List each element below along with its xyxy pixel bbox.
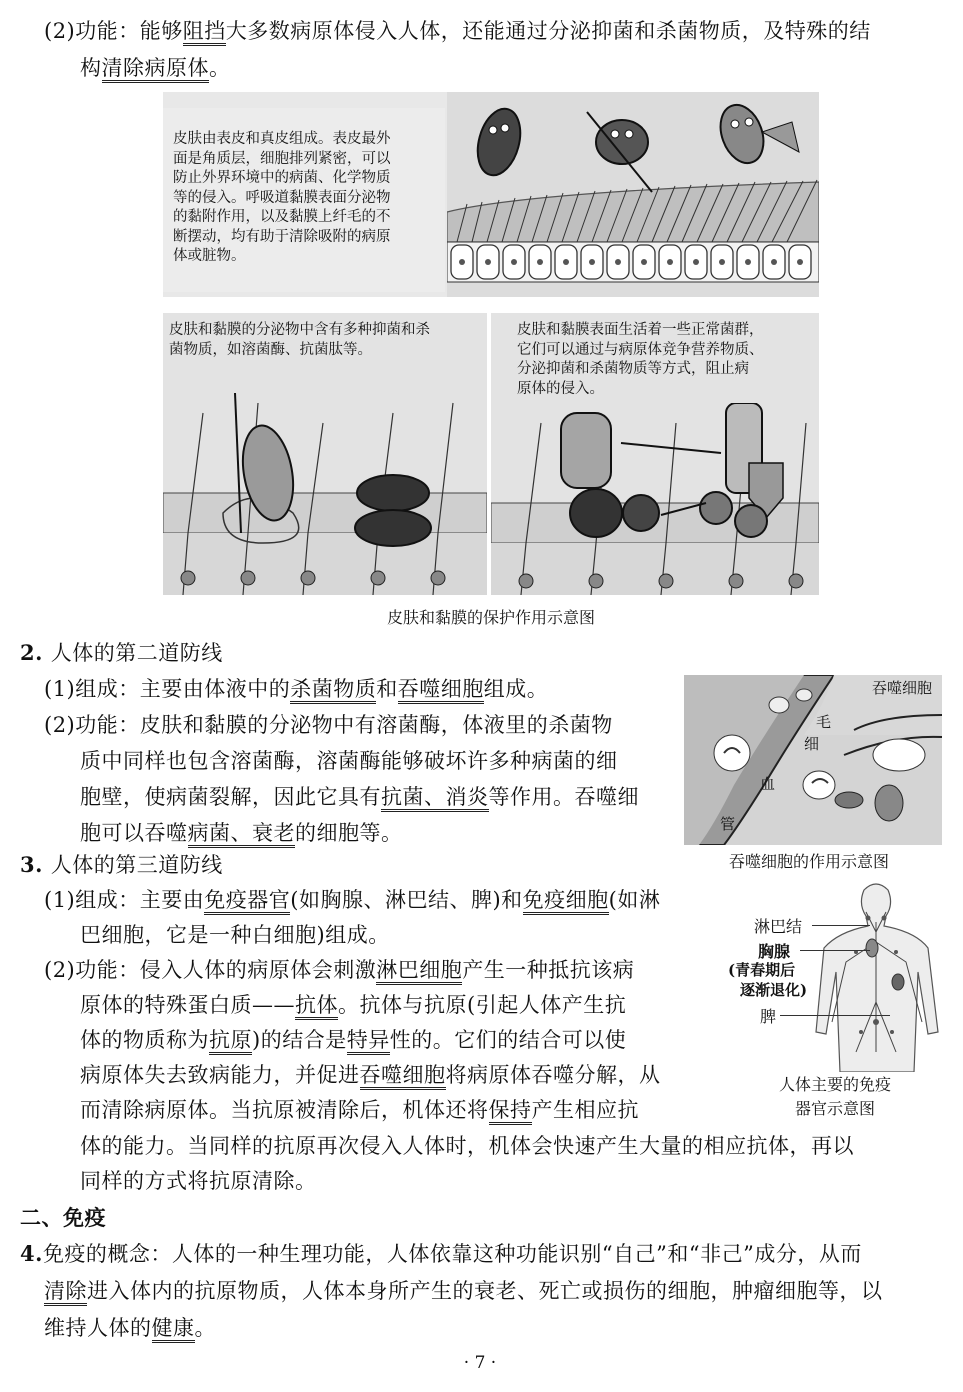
skin-mucosa-figure-top-panel <box>163 92 819 297</box>
text-span: (1)组成：主要由 <box>44 888 205 912</box>
text-span: 而清除病原体。当抗原被清除后，机体还将 <box>80 1098 489 1122</box>
text-span: 病原体失去致病能力，并促进 <box>80 1063 360 1087</box>
panel-text-line: 皮肤由表皮和真皮组成。表皮最外 <box>173 131 391 147</box>
underlined-keyword: 消炎 <box>446 785 489 812</box>
second-defense-composition <box>44 674 548 704</box>
panel-text-line: 原体的侵入。 <box>517 380 604 397</box>
item-number: 2. <box>20 640 43 665</box>
third-defense-function-6: 体的能力。当同样的抗原再次侵入人体时，机体会快速产生大量的相应抗体，再以 <box>80 1134 854 1158</box>
human-body-lymph-drawing <box>806 882 942 1072</box>
underlined-keyword: 吞噬细胞 <box>360 1063 446 1090</box>
label-lymph-node: 淋巴结 <box>754 917 803 936</box>
third-defense-function-2 <box>80 990 626 1020</box>
capillary-label-xi: 细 <box>804 735 820 753</box>
skin-mucosa-figure-bottom-right <box>491 313 819 595</box>
third-defense-function-3 <box>80 1025 626 1055</box>
text-span: 和 <box>376 677 398 701</box>
text-span: 产生相应抗 <box>531 1098 639 1122</box>
panel-text-line: 皮肤和黏膜表面生活着一些正常菌群， <box>517 322 764 338</box>
underlined-keyword: 衰老 <box>252 821 295 848</box>
text-span: 胞可以吞噬 <box>80 821 188 845</box>
figure-caption-skin-mucosa: 皮肤和黏膜的保护作用示意图 <box>386 608 595 627</box>
text-span: 体的物质称为 <box>80 1028 209 1052</box>
heading-text: 人体的第二道防线 <box>50 641 223 665</box>
second-defense-function-4 <box>80 818 403 848</box>
text-span: (1)组成：主要由体液中的 <box>44 677 291 701</box>
panel-text-line: 它们可以通过与病原体竞争营养物质、 <box>517 341 764 358</box>
panel-text-line: 菌物质，如溶菌酶、抗菌肽等。 <box>169 341 372 358</box>
third-defense-function-7: 同样的方式将抗原清除。 <box>80 1169 317 1193</box>
second-defense-function-1: (2)功能：皮肤和黏膜的分泌物中有溶菌酶，体液里的杀菌物 <box>44 713 613 737</box>
underlined-keyword: 淋巴细胞 <box>376 958 462 985</box>
panel-text-line: 分泌抑菌和杀菌物质等方式，阻止病 <box>517 361 749 377</box>
text-span: (2)功能：能够 <box>44 19 183 43</box>
underlined-keyword: 抗原 <box>209 1028 252 1055</box>
panel-text-line: 的黏附作用，以及黏膜上纤毛的不 <box>173 209 391 225</box>
text-span: 、 <box>424 785 446 812</box>
panel-right-text <box>517 321 764 399</box>
underlined-keyword: 清除 <box>44 1279 87 1306</box>
cilia-epithelium-drawing <box>447 92 819 297</box>
text-span: 大多数病原体侵入人体，还能通过分泌抑菌和杀菌物质，及特殊的结 <box>225 19 871 43</box>
underlined-keyword: 免疫器官 <box>204 888 290 915</box>
third-defense-composition-2: 巴细胞，它是一种白细胞)组成。 <box>80 923 390 947</box>
underlined-keyword: 阻挡 <box>183 19 226 46</box>
text-span: 。抗体与抗原(引起人体产生抗 <box>338 993 627 1017</box>
third-defense-function-4 <box>80 1060 661 1090</box>
text-span: 维持人体的 <box>44 1316 152 1340</box>
text-span: 将病原体吞噬分解，从 <box>445 1063 661 1087</box>
panel-top-text <box>173 130 391 267</box>
second-defense-function-3 <box>80 782 639 812</box>
panel-text-line: 等的侵入。呼吸道黏膜表面分泌物 <box>173 189 391 206</box>
immunity-concept-1 <box>20 1239 862 1269</box>
immunity-section-heading: 二、免疫 <box>20 1205 106 1230</box>
text-span: 、 <box>231 821 253 848</box>
text-span: 胞壁，使病菌裂解，因此它具有 <box>80 785 381 809</box>
immunity-concept-2 <box>44 1276 883 1306</box>
text-span: 。 <box>209 56 231 80</box>
figure-caption-immune-organs-2: 器官示意图 <box>794 1099 875 1118</box>
panel-text-line: 面是角质层，细胞排列紧密，可以 <box>173 150 391 167</box>
underlined-keyword: 杀菌物质 <box>290 677 376 704</box>
panel-text-line: 皮肤和黏膜的分泌物中含有多种抑菌和杀 <box>169 322 430 338</box>
text-span: 进入体内的抗原物质，人体本身所产生的衰老、死亡或损伤的细胞，肿瘤细胞等，以 <box>87 1279 883 1303</box>
pointer-line <box>800 950 870 951</box>
text-span: 原体的特殊蛋白质—— <box>80 993 295 1017</box>
third-defense-function-1 <box>44 955 634 985</box>
text-span: 构 <box>80 56 102 80</box>
skin-mucosa-figure-bottom-left <box>163 313 487 595</box>
lysozyme-drawing <box>163 373 487 595</box>
capillary-label-guan: 管 <box>720 815 736 833</box>
pointer-line <box>780 1015 890 1016</box>
figure-caption-immune-organs-1: 人体主要的免疫 <box>778 1075 891 1094</box>
panel-text-line: 体或脏物。 <box>173 248 246 264</box>
text-span: (如胸腺、淋巴结、脾)和 <box>290 888 523 912</box>
underlined-keyword: 清除病原体 <box>102 56 210 83</box>
third-defense-function-5 <box>80 1095 639 1125</box>
text-span: 组成。 <box>483 677 549 701</box>
underlined-keyword: 抗体 <box>295 993 338 1020</box>
panel-text-line: 防止外界环境中的病菌、化学物质 <box>173 170 391 186</box>
underlined-keyword: 吞噬细胞 <box>398 677 484 704</box>
text-span: 免疫的概念：人体的一种生理功能，人体依靠这种功能识别“自己”和“非己”成分，从而 <box>42 1242 862 1266</box>
immune-organs-figure <box>728 882 942 1074</box>
phagocyte-figure <box>684 675 942 845</box>
label-thymus-note-1: (青春期后 <box>728 961 796 979</box>
defense-line1-function <box>44 16 871 46</box>
phagocyte-label: 吞噬细胞 <box>872 679 933 697</box>
panel-text-line: 断摆动，均有助于清除吸附的病原 <box>173 228 391 245</box>
text-span: 的细胞等。 <box>295 821 403 845</box>
text-span: 等作用。吞噬细 <box>488 785 639 809</box>
panel-left-text <box>169 321 430 360</box>
text-span: 。 <box>194 1316 216 1340</box>
capillary-label-mao: 毛 <box>816 713 832 731</box>
underlined-keyword: 健康 <box>152 1316 195 1343</box>
second-defense-function-2: 质中同样也包含溶菌酶，溶菌酶能够破坏许多种病菌的细 <box>80 749 618 773</box>
immunity-concept-3 <box>44 1313 216 1343</box>
text-span: (2)功能：侵入人体的病原体会刺激 <box>44 958 377 982</box>
normal-flora-drawing <box>491 403 819 595</box>
underlined-keyword: 病菌 <box>188 821 231 848</box>
text-span: 产生一种抵抗该病 <box>462 958 635 982</box>
figure-caption-phagocyte: 吞噬细胞的作用示意图 <box>728 852 889 871</box>
third-defense-composition-1 <box>44 885 660 915</box>
defense-line1-function-cont <box>80 53 231 83</box>
text-span: 性的。它们的结合可以使 <box>389 1028 627 1052</box>
heading-text: 人体的第三道防线 <box>50 853 223 877</box>
capillary-label-xue: 血 <box>760 775 776 793</box>
underlined-keyword: 特异 <box>347 1028 390 1055</box>
label-thymus-note-2: 逐渐退化) <box>740 981 808 999</box>
underlined-keyword: 抗菌 <box>381 785 424 812</box>
underlined-keyword: 保持 <box>489 1098 532 1125</box>
second-defense-heading <box>20 638 223 668</box>
page-number: · 7 · <box>463 1353 497 1373</box>
third-defense-heading <box>20 850 223 880</box>
text-span: (如淋 <box>608 888 661 912</box>
item-number: 4. <box>20 1241 43 1266</box>
text-span: )的结合是 <box>252 1028 347 1052</box>
label-spleen: 脾 <box>760 1007 777 1026</box>
item-number: 3. <box>20 852 43 877</box>
underlined-keyword: 免疫细胞 <box>523 888 609 915</box>
label-thymus: 胸腺 <box>758 942 791 961</box>
pointer-line <box>812 925 870 926</box>
